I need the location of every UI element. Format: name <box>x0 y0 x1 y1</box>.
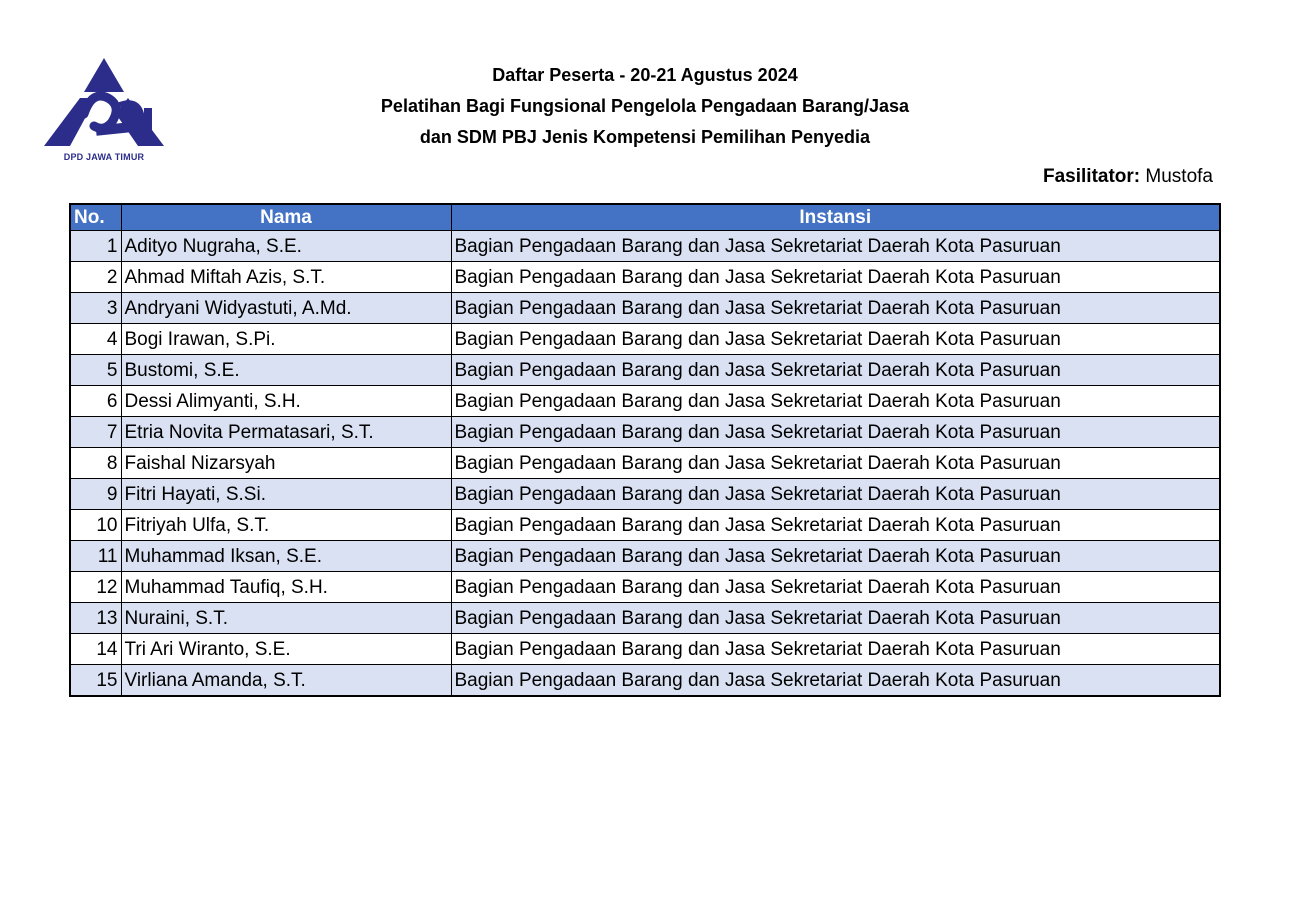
facilitator-name: Mustofa <box>1145 166 1213 187</box>
table-row <box>70 572 1220 603</box>
table-body <box>70 231 1220 697</box>
table-row <box>70 231 1220 262</box>
cell-nama: Etria Novita Permatasari, S.T. <box>121 417 451 448</box>
cell-no: 4 <box>70 324 121 355</box>
table-row <box>70 448 1220 479</box>
cell-nama: Fitri Hayati, S.Si. <box>121 479 451 510</box>
column-header-instansi: Instansi <box>451 204 1220 231</box>
cell-nama: Nuraini, S.T. <box>121 603 451 634</box>
cell-no: 7 <box>70 417 121 448</box>
cell-instansi: Bagian Pengadaan Barang dan Jasa Sekretariat Daerah Kota Pasuruan <box>451 293 1220 324</box>
table-row <box>70 417 1220 448</box>
cell-nama: Dessi Alimyanti, S.H. <box>121 386 451 417</box>
table-row <box>70 293 1220 324</box>
table-row <box>70 479 1220 510</box>
cell-no: 1 <box>70 231 121 262</box>
cell-instansi: Bagian Pengadaan Barang dan Jasa Sekretariat Daerah Kota Pasuruan <box>451 355 1220 386</box>
document-title <box>0 60 1290 153</box>
cell-instansi: Bagian Pengadaan Barang dan Jasa Sekretariat Daerah Kota Pasuruan <box>451 572 1220 603</box>
column-header-nama: Nama <box>121 204 451 231</box>
cell-nama: Faishal Nizarsyah <box>121 448 451 479</box>
cell-nama: Andryani Widyastuti, A.Md. <box>121 293 451 324</box>
cell-instansi: Bagian Pengadaan Barang dan Jasa Sekretariat Daerah Kota Pasuruan <box>451 231 1220 262</box>
cell-nama: Bustomi, S.E. <box>121 355 451 386</box>
title-line-1: Daftar Peserta - 20-21 Agustus 2024 <box>492 65 798 85</box>
cell-nama: Ahmad Miftah Azis, S.T. <box>121 262 451 293</box>
participant-table <box>69 203 1221 697</box>
cell-nama: Bogi Irawan, S.Pi. <box>121 324 451 355</box>
column-header-no: No. <box>70 204 121 231</box>
cell-no: 11 <box>70 541 121 572</box>
cell-no: 3 <box>70 293 121 324</box>
cell-nama: Muhammad Iksan, S.E. <box>121 541 451 572</box>
cell-instansi: Bagian Pengadaan Barang dan Jasa Sekretariat Daerah Kota Pasuruan <box>451 479 1220 510</box>
table-row <box>70 603 1220 634</box>
cell-nama: Fitriyah Ulfa, S.T. <box>121 510 451 541</box>
cell-nama: Adityo Nugraha, S.E. <box>121 231 451 262</box>
table-row <box>70 386 1220 417</box>
cell-no: 6 <box>70 386 121 417</box>
cell-no: 14 <box>70 634 121 665</box>
cell-instansi: Bagian Pengadaan Barang dan Jasa Sekretariat Daerah Kota Pasuruan <box>451 324 1220 355</box>
cell-no: 5 <box>70 355 121 386</box>
table-row <box>70 355 1220 386</box>
cell-no: 8 <box>70 448 121 479</box>
cell-instansi: Bagian Pengadaan Barang dan Jasa Sekretariat Daerah Kota Pasuruan <box>451 541 1220 572</box>
cell-instansi: Bagian Pengadaan Barang dan Jasa Sekretariat Daerah Kota Pasuruan <box>451 603 1220 634</box>
table-header-row <box>70 204 1220 231</box>
title-line-3: dan SDM PBJ Jenis Kompetensi Pemilihan Penyedia <box>419 127 871 147</box>
cell-nama: Virliana Amanda, S.T. <box>121 665 451 697</box>
cell-no: 9 <box>70 479 121 510</box>
cell-instansi: Bagian Pengadaan Barang dan Jasa Sekretariat Daerah Kota Pasuruan <box>451 386 1220 417</box>
table-row <box>70 541 1220 572</box>
facilitator <box>1043 166 1213 188</box>
cell-no: 2 <box>70 262 121 293</box>
table-row <box>70 324 1220 355</box>
cell-instansi: Bagian Pengadaan Barang dan Jasa Sekretariat Daerah Kota Pasuruan <box>451 665 1220 697</box>
cell-instansi: Bagian Pengadaan Barang dan Jasa Sekretariat Daerah Kota Pasuruan <box>451 448 1220 479</box>
cell-nama: Muhammad Taufiq, S.H. <box>121 572 451 603</box>
logo-caption: DPD JAWA TIMUR <box>63 152 145 162</box>
title-line-2: Pelatihan Bagi Fungsional Pengelola Pengadaan Barang/Jasa <box>380 96 910 116</box>
cell-no: 10 <box>70 510 121 541</box>
table-row <box>70 665 1220 697</box>
table-row <box>70 510 1220 541</box>
cell-no: 12 <box>70 572 121 603</box>
table-row <box>70 634 1220 665</box>
cell-no: 15 <box>70 665 121 697</box>
facilitator-label: Fasilitator: <box>1043 166 1141 187</box>
table-row <box>70 262 1220 293</box>
cell-instansi: Bagian Pengadaan Barang dan Jasa Sekretariat Daerah Kota Pasuruan <box>451 417 1220 448</box>
cell-instansi: Bagian Pengadaan Barang dan Jasa Sekretariat Daerah Kota Pasuruan <box>451 634 1220 665</box>
cell-no: 13 <box>70 603 121 634</box>
cell-nama: Tri Ari Wiranto, S.E. <box>121 634 451 665</box>
cell-instansi: Bagian Pengadaan Barang dan Jasa Sekretariat Daerah Kota Pasuruan <box>451 262 1220 293</box>
cell-instansi: Bagian Pengadaan Barang dan Jasa Sekretariat Daerah Kota Pasuruan <box>451 510 1220 541</box>
